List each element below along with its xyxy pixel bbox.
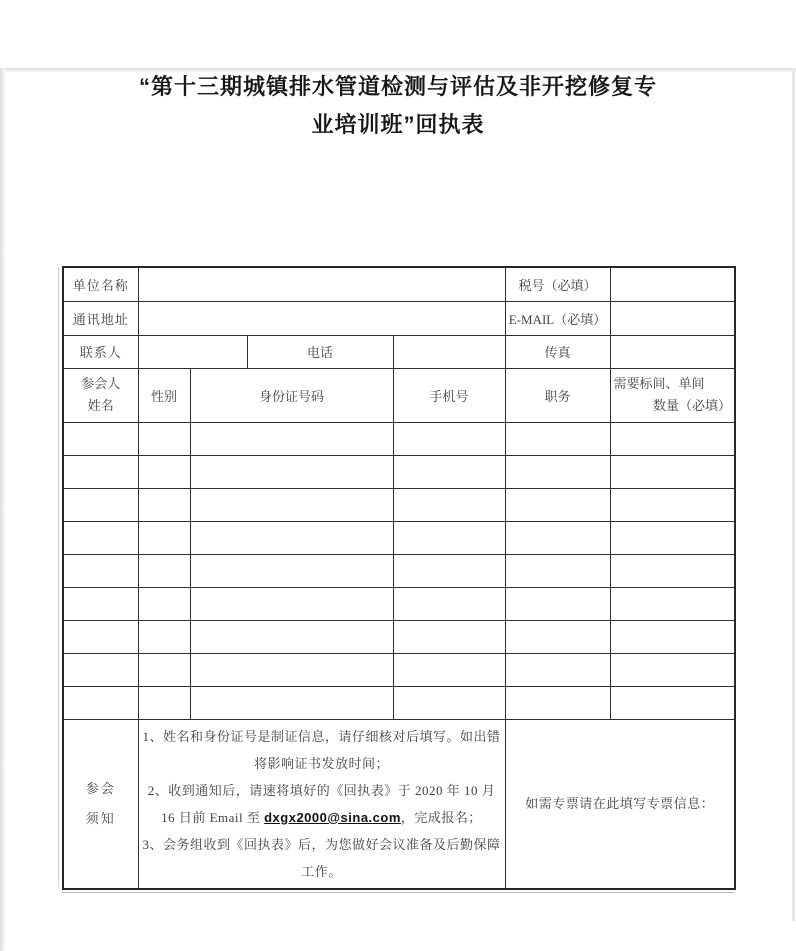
attendee-input-cell[interactable] [138,587,190,620]
attendee-input-cell[interactable] [505,653,610,686]
attendee-input-cell[interactable] [610,422,735,455]
phone-label: 电话 [247,335,393,368]
attendee-row [63,587,735,620]
notice-item-3: 3、会务组收到《回执表》后，为您做好会议准备及后勤保障工作。 [142,836,501,879]
attendee-input-cell[interactable] [610,554,735,587]
attendee-input-cell[interactable] [63,422,138,455]
attendee-input-cell[interactable] [190,455,393,488]
attendee-input-cell[interactable] [138,521,190,554]
attendee-input-cell[interactable] [610,620,735,653]
notice-content [138,719,505,889]
attendee-row [63,686,735,719]
attendee-input-cell[interactable] [190,554,393,587]
page-title-line1: “第十三期城镇排水管道检测与评估及非开挖修复专 [138,74,657,99]
attendee-row [63,554,735,587]
attendee-input-cell[interactable] [393,620,505,653]
attendee-input-cell[interactable] [63,653,138,686]
row-contact [63,335,735,368]
attendee-input-cell[interactable] [505,686,610,719]
attendee-input-cell[interactable] [505,488,610,521]
invoice-prompt: 如需专票请在此填写专票信息： [525,795,715,811]
address-label: 通讯地址 [63,301,138,335]
attendee-row [63,422,735,455]
scan-artifact-right-edge [792,68,795,921]
contact-label: 联系人 [63,335,138,368]
attendee-row [63,620,735,653]
attendee-input-cell[interactable] [138,455,190,488]
gender-header: 性别 [138,368,190,422]
unit-name-label: 单位名称 [63,267,138,301]
attendee-input-cell[interactable] [63,488,138,521]
fax-label: 传真 [505,335,610,368]
attendee-input-cell[interactable] [138,488,190,521]
tax-number-label: 税号（必填） [505,267,610,301]
contact-field[interactable] [138,335,247,368]
attendee-input-cell[interactable] [63,554,138,587]
row-unit-name [63,267,735,301]
email-link[interactable]: dxgx2000@sina.com [264,809,401,825]
attendee-input-cell[interactable] [190,620,393,653]
attendee-input-cell[interactable] [138,620,190,653]
notice-label: 参会 须知 [63,719,138,889]
room-header: 需要标间、单间 数量（必填） [610,368,735,422]
scan-artifact-left-edge [0,68,5,951]
attendee-input-cell[interactable] [505,587,610,620]
attendee-input-cell[interactable] [63,455,138,488]
attendee-input-cell[interactable] [63,620,138,653]
attendee-input-cell[interactable] [505,521,610,554]
attendee-row [63,521,735,554]
attendee-rows-section [63,422,735,719]
attendee-input-cell[interactable] [190,686,393,719]
notice-item-2: 2、收到通知后，请速将填好的《回执表》于 2020 年 10 月 16 日前 Email 至 dxgx2000@sina.com，完成报名； [147,782,496,825]
reply-form-table [62,266,736,890]
scan-artifact-top-edge [0,68,796,72]
attendee-input-cell[interactable] [63,521,138,554]
attendee-input-cell[interactable] [610,686,735,719]
tax-number-field[interactable] [610,267,735,301]
email-label: E-MAIL（必填） [505,301,610,335]
address-field[interactable] [138,301,505,335]
attendee-input-cell[interactable] [190,488,393,521]
attendee-input-cell[interactable] [393,455,505,488]
attendee-input-cell[interactable] [190,653,393,686]
notice-item-1: 1、姓名和身份证号是制证信息，请仔细核对后填写。如出错将影响证书发放时间； [142,728,501,771]
attendee-input-cell[interactable] [63,686,138,719]
attendee-input-cell[interactable] [393,422,505,455]
attendee-input-cell[interactable] [63,587,138,620]
attendee-input-cell[interactable] [393,587,505,620]
attendee-input-cell[interactable] [138,422,190,455]
page-title [60,68,736,144]
page-title-line2: 业培训班”回执表 [311,112,485,137]
invoice-info-cell[interactable] [505,719,735,889]
attendee-input-cell[interactable] [610,488,735,521]
attendee-row [63,455,735,488]
attendee-input-cell[interactable] [393,686,505,719]
attendee-input-cell[interactable] [393,554,505,587]
attendee-input-cell[interactable] [138,686,190,719]
attendee-input-cell[interactable] [190,587,393,620]
attendee-input-cell[interactable] [610,455,735,488]
id-number-header: 身份证号码 [190,368,393,422]
email-field[interactable] [610,301,735,335]
attendee-name-header: 参会人 姓名 [63,368,138,422]
attendee-input-cell[interactable] [393,488,505,521]
notice-row [63,719,735,889]
phone-field[interactable] [393,335,505,368]
attendee-input-cell[interactable] [505,422,610,455]
attendee-input-cell[interactable] [190,521,393,554]
scan-artifact-table-left-line [58,267,59,887]
attendee-input-cell[interactable] [393,653,505,686]
attendee-input-cell[interactable] [505,554,610,587]
attendee-input-cell[interactable] [393,521,505,554]
attendee-input-cell[interactable] [610,521,735,554]
mobile-header: 手机号 [393,368,505,422]
attendee-input-cell[interactable] [610,587,735,620]
attendee-input-cell[interactable] [138,554,190,587]
attendee-input-cell[interactable] [610,653,735,686]
row-address [63,301,735,335]
unit-name-field[interactable] [138,267,505,301]
attendee-input-cell[interactable] [505,455,610,488]
attendee-header-row [63,368,735,422]
attendee-input-cell[interactable] [138,653,190,686]
attendee-row [63,653,735,686]
position-header: 职务 [505,368,610,422]
attendee-input-cell[interactable] [505,620,610,653]
attendee-row [63,488,735,521]
scan-artifact-table-bottom-line [62,892,734,893]
fax-field[interactable] [610,335,735,368]
attendee-input-cell[interactable] [190,422,393,455]
